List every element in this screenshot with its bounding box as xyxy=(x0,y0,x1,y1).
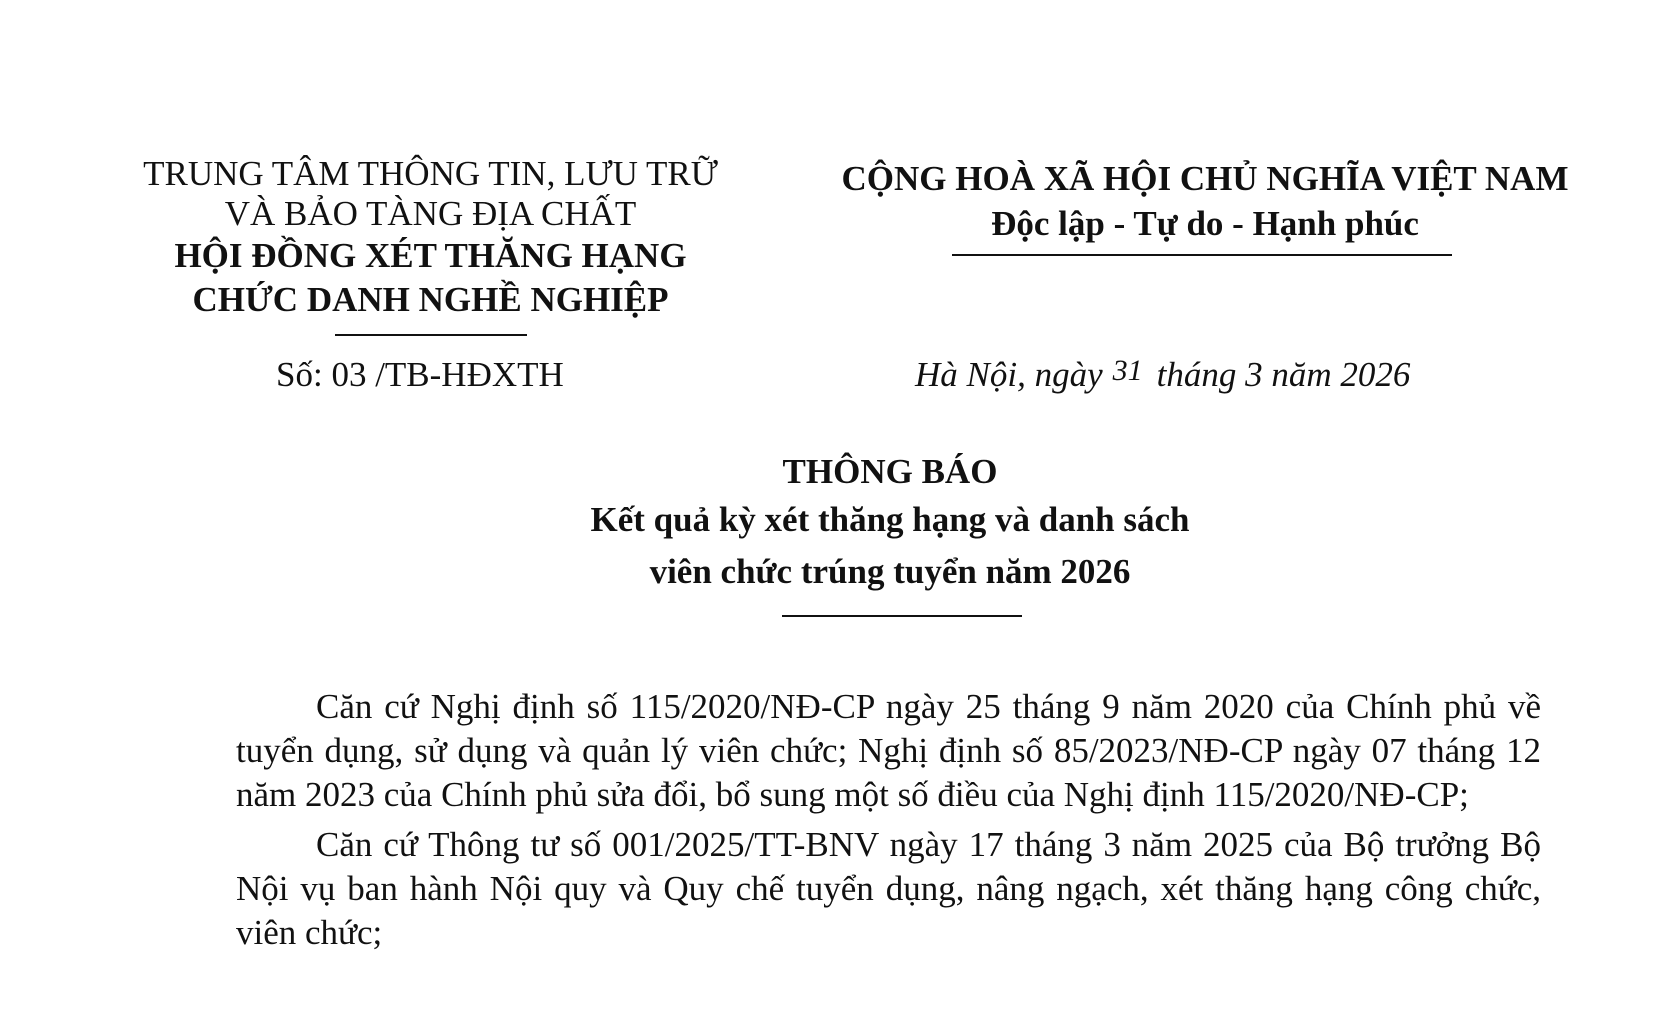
national-title: CỘNG HOÀ XÃ HỘI CHỦ NGHĨA VIỆT NAM xyxy=(841,159,1569,198)
date-day: 31 xyxy=(1112,354,1143,387)
organization-name-line1: TRUNG TÂM THÔNG TIN, LƯU TRỮ xyxy=(143,154,718,193)
national-header-block xyxy=(815,156,1595,246)
date-prefix: Hà Nội, ngày xyxy=(915,355,1103,394)
legal-basis-paragraph-1: Căn cứ Nghị định số 115/2020/NĐ-CP ngày 25 tháng 9 năm 2020 của Chính phủ về tuyển dụng, sử dụng và quản lý viên chức; Nghị định số 85/2023/NĐ-CP ngày 07 tháng 12 năm 2023 của Chính phủ sửa đổi, bổ sung một số điều của Nghị định 115/2020/NĐ-CP; xyxy=(236,687,1541,814)
motto-underline xyxy=(952,254,1452,256)
authority-underline xyxy=(335,334,527,336)
document-body xyxy=(236,685,1541,961)
notice-title-block xyxy=(0,450,1654,598)
organization-name-line2: VÀ BẢO TÀNG ĐỊA CHẤT xyxy=(224,194,637,233)
document-number: Số: 03 /TB-HĐXTH xyxy=(276,355,564,394)
legal-basis-paragraph-2: Căn cứ Thông tư số 001/2025/TT-BNV ngày 17 tháng 3 năm 2025 của Bộ trưởng Bộ Nội vụ ban hành Nội quy và Quy chế tuyển dụng, nâng ngạch, xét thăng hạng công chức, viên chức; xyxy=(236,825,1541,952)
notice-title: THÔNG BÁO xyxy=(782,452,998,491)
council-name-line2: CHỨC DANH NGHỀ NGHIỆP xyxy=(192,280,669,319)
notice-subtitle-line1: Kết quả kỳ xét thăng hạng và danh sách xyxy=(590,500,1190,539)
date-suffix: tháng 3 năm 2026 xyxy=(1156,355,1411,394)
notice-subtitle-line2: viên chức trúng tuyển năm 2026 xyxy=(649,552,1131,591)
council-name-line1: HỘI ĐỒNG XÉT THĂNG HẠNG xyxy=(174,236,687,275)
national-motto: Độc lập - Tự do - Hạnh phúc xyxy=(991,204,1419,243)
title-underline xyxy=(782,615,1022,617)
issuing-authority-block xyxy=(118,154,743,322)
place-and-date xyxy=(915,355,1410,397)
